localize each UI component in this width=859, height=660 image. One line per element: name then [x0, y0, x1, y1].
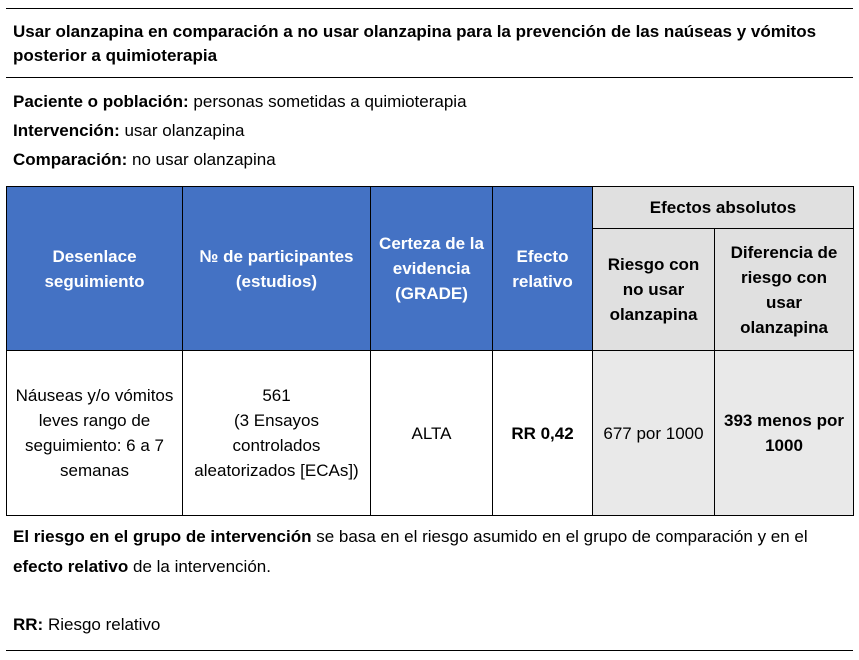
- population-line: [13, 91, 467, 113]
- footnote-bold-2: efecto relativo: [13, 557, 129, 576]
- cell-relative-effect: RR 0,42: [493, 351, 593, 516]
- footnote-rr-label: RR:: [13, 615, 44, 634]
- page-title: Usar olanzapina en comparación a no usar olanzapina para la prevención de las naúseas y vómitos posterior a quimioterapia: [13, 22, 817, 65]
- header-risk-without: Riesgo con no usar olanzapina: [593, 229, 715, 351]
- cell-risk-difference: 393 menos por 1000: [715, 351, 854, 516]
- cell-outcome: Náuseas y/o vómitos leves rango de seguimiento: 6 a 7 semanas: [7, 351, 183, 516]
- top-divider: [6, 8, 853, 9]
- cell-risk-without: 677 por 1000: [593, 351, 715, 516]
- title-divider: [6, 77, 853, 78]
- participants-count: 561: [262, 386, 291, 405]
- header-participants: № de participantes (estudios): [183, 187, 371, 351]
- participants-studies: (3 Ensayos controlados aleatorizados [ECAs]): [194, 411, 359, 480]
- header-absolute-effects: Efectos absolutos: [593, 187, 854, 229]
- header-outcome: Desenlace seguimiento: [7, 187, 183, 351]
- cell-certainty: ALTA: [371, 351, 493, 516]
- header-certainty: Certeza de la evidencia (GRADE): [371, 187, 493, 351]
- intervention-label: Intervención:: [13, 121, 120, 140]
- footnote-intervention-risk: [13, 522, 848, 582]
- footnote-text-1: se basa en el riesgo asumido en el grupo de comparación y en el: [311, 527, 808, 546]
- bottom-divider: [6, 650, 853, 651]
- footnote-rr: [13, 610, 848, 640]
- table-row: [7, 351, 854, 516]
- population-value: personas sometidas a quimioterapia: [188, 92, 467, 111]
- summary-of-findings-table: [6, 186, 854, 516]
- intervention-line: [13, 120, 245, 142]
- cell-participants: [183, 351, 371, 516]
- intervention-value: usar olanzapina: [119, 121, 245, 140]
- comparison-line: [13, 149, 276, 171]
- footnote-text-2: de la intervención.: [128, 557, 271, 576]
- population-label: Paciente o población:: [13, 92, 189, 111]
- comparison-label: Comparación:: [13, 150, 128, 169]
- footnote-rr-value: Riesgo relativo: [43, 615, 161, 634]
- footnote-bold-1: El riesgo en el grupo de intervención: [13, 527, 312, 546]
- comparison-value: no usar olanzapina: [127, 150, 276, 169]
- header-relative-effect: Efecto relativo: [493, 187, 593, 351]
- header-risk-difference: Diferencia de riesgo con usar olanzapina: [715, 229, 854, 351]
